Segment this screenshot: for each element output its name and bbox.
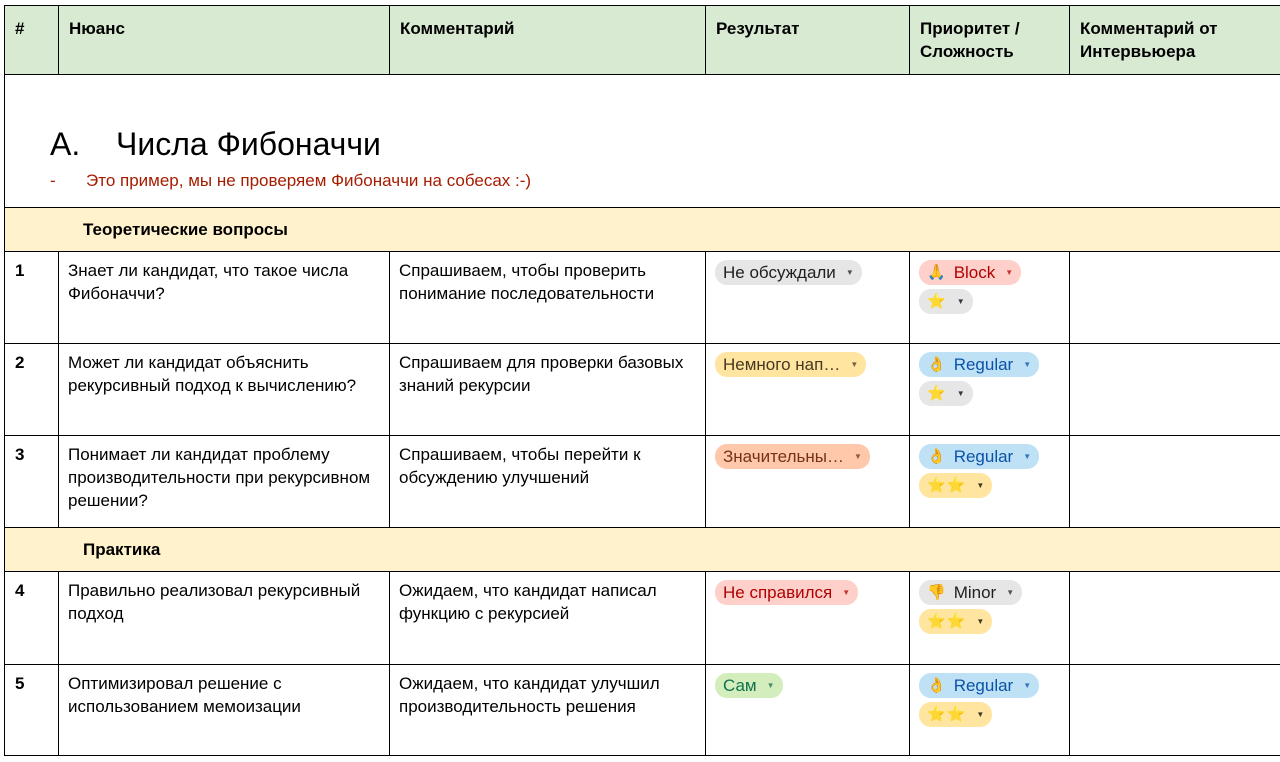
table-row — [5, 572, 1280, 665]
priority-cell[interactable] — [910, 252, 1070, 344]
header-nuance[interactable]: Нюанс — [59, 6, 390, 75]
priority-emoji-icon: 👎 — [927, 580, 946, 605]
star-icons: ⭐ — [927, 381, 947, 406]
difficulty-dropdown-chip[interactable] — [919, 289, 973, 314]
comment-cell[interactable]: Спрашиваем, чтобы проверить понимание последовательности — [390, 252, 706, 344]
result-dropdown-chip[interactable] — [715, 352, 866, 377]
row-number[interactable]: 1 — [5, 252, 59, 344]
nuance-cell[interactable]: Знает ли кандидат, что такое числа Фибоначчи? — [59, 252, 390, 344]
priority-dropdown-chip[interactable] — [919, 260, 1021, 285]
header-result[interactable]: Результат — [706, 6, 910, 75]
dropdown-arrow-icon[interactable]: ▼ — [850, 352, 858, 377]
priority-dropdown-chip[interactable] — [919, 580, 1022, 605]
difficulty-dropdown-chip[interactable] — [919, 609, 992, 634]
nuance-cell[interactable]: Правильно реализовал рекурсивный подход — [59, 572, 390, 665]
result-label: Не обсуждали — [723, 260, 836, 285]
result-label: Не справился — [723, 580, 832, 605]
result-cell[interactable] — [706, 436, 910, 528]
section-letter: A. — [50, 125, 116, 163]
dropdown-arrow-icon[interactable]: ▼ — [1006, 580, 1014, 605]
row-number[interactable]: 2 — [5, 344, 59, 436]
dropdown-arrow-icon[interactable]: ▼ — [976, 702, 984, 727]
title-row — [5, 75, 1280, 208]
star-icons: ⭐⭐ — [927, 702, 966, 727]
nuance-cell[interactable]: Понимает ли кандидат проблему производительности при рекурсивном решении? — [59, 436, 390, 528]
result-cell[interactable] — [706, 252, 910, 344]
dropdown-arrow-icon[interactable]: ▼ — [767, 673, 775, 698]
priority-chips — [919, 672, 1060, 727]
priority-dropdown-chip[interactable] — [919, 352, 1039, 377]
nuance-cell[interactable]: Может ли кандидат объяснить рекурсивный подход к вычислению? — [59, 344, 390, 436]
priority-cell[interactable] — [910, 665, 1070, 756]
dropdown-arrow-icon[interactable]: ▼ — [1023, 352, 1031, 377]
priority-label: Regular — [954, 673, 1014, 698]
table-row — [5, 344, 1280, 436]
table-row — [5, 665, 1280, 756]
dropdown-arrow-icon[interactable]: ▼ — [1023, 444, 1031, 469]
table-row — [5, 252, 1280, 344]
result-cell[interactable] — [706, 344, 910, 436]
dropdown-arrow-icon[interactable]: ▼ — [1023, 673, 1031, 698]
priority-dropdown-chip[interactable] — [919, 444, 1039, 469]
priority-label: Minor — [954, 580, 997, 605]
interviewer-comment-cell[interactable] — [1070, 665, 1280, 756]
header-num[interactable]: # — [5, 6, 59, 75]
note-text: Это пример, мы не проверяем Фибоначчи на собесах :-) — [86, 171, 531, 190]
row-number[interactable]: 3 — [5, 436, 59, 528]
star-icons: ⭐⭐ — [927, 609, 966, 634]
priority-label: Block — [954, 260, 996, 285]
section-row — [5, 208, 1280, 252]
dropdown-arrow-icon[interactable]: ▼ — [1005, 260, 1013, 285]
dropdown-arrow-icon[interactable]: ▼ — [957, 381, 965, 406]
section-title — [50, 125, 1280, 163]
priority-chips — [919, 443, 1060, 498]
priority-emoji-icon: 🙏 — [927, 260, 946, 285]
header-comment[interactable]: Комментарий — [390, 6, 706, 75]
dropdown-arrow-icon[interactable]: ▼ — [854, 444, 862, 469]
dropdown-arrow-icon[interactable]: ▼ — [846, 260, 854, 285]
priority-chips — [919, 351, 1060, 406]
result-dropdown-chip[interactable] — [715, 580, 858, 605]
priority-cell[interactable] — [910, 436, 1070, 528]
section-header-cell[interactable]: Практика — [5, 528, 1280, 572]
section-header-cell[interactable]: Теоретические вопросы — [5, 208, 1280, 252]
dropdown-arrow-icon[interactable]: ▼ — [976, 609, 984, 634]
result-label: Сам — [723, 673, 757, 698]
star-icons: ⭐⭐ — [927, 473, 966, 498]
difficulty-dropdown-chip[interactable] — [919, 473, 992, 498]
interviewer-comment-cell[interactable] — [1070, 572, 1280, 665]
priority-label: Regular — [954, 352, 1014, 377]
row-number[interactable]: 5 — [5, 665, 59, 756]
priority-cell[interactable] — [910, 344, 1070, 436]
title-cell[interactable] — [5, 75, 1280, 208]
priority-emoji-icon: 👌 — [927, 444, 946, 469]
result-dropdown-chip[interactable] — [715, 673, 783, 698]
priority-chips — [919, 259, 1060, 314]
section-row — [5, 528, 1280, 572]
section-note — [50, 170, 1280, 192]
star-icons: ⭐ — [927, 289, 947, 314]
comment-cell[interactable]: Ожидаем, что кандидат написал функцию с рекурсией — [390, 572, 706, 665]
priority-dropdown-chip[interactable] — [919, 673, 1039, 698]
interviewer-comment-cell[interactable] — [1070, 436, 1280, 528]
table-row — [5, 436, 1280, 528]
dropdown-arrow-icon[interactable]: ▼ — [957, 289, 965, 314]
comment-cell[interactable]: Спрашиваем для проверки базовых знаний рекурсии — [390, 344, 706, 436]
result-label: Немного нап… — [723, 352, 840, 377]
header-interviewer-comment[interactable]: Комментарий от Интервьюера — [1070, 6, 1280, 75]
comment-cell[interactable]: Ожидаем, что кандидат улучшил производительность решения — [390, 665, 706, 756]
dropdown-arrow-icon[interactable]: ▼ — [842, 580, 850, 605]
difficulty-dropdown-chip[interactable] — [919, 702, 992, 727]
result-dropdown-chip[interactable] — [715, 444, 870, 469]
row-number[interactable]: 4 — [5, 572, 59, 665]
priority-cell[interactable] — [910, 572, 1070, 665]
priority-label: Regular — [954, 444, 1014, 469]
comment-cell[interactable]: Спрашиваем, чтобы перейти к обсуждению улучшений — [390, 436, 706, 528]
priority-chips — [919, 579, 1060, 634]
result-dropdown-chip[interactable] — [715, 260, 862, 285]
difficulty-dropdown-chip[interactable] — [919, 381, 973, 406]
note-dash: - — [50, 170, 86, 192]
result-label: Значительны… — [723, 444, 844, 469]
dropdown-arrow-icon[interactable]: ▼ — [976, 473, 984, 498]
result-cell[interactable] — [706, 572, 910, 665]
priority-emoji-icon: 👌 — [927, 673, 946, 698]
priority-emoji-icon: 👌 — [927, 352, 946, 377]
header-row — [5, 6, 1280, 75]
interview-checklist-table — [4, 5, 1280, 756]
nuance-cell[interactable]: Оптимизировал решение с использованием мемоизации — [59, 665, 390, 756]
interviewer-comment-cell[interactable] — [1070, 344, 1280, 436]
header-priority[interactable]: Приоритет / Сложность — [910, 6, 1070, 75]
interviewer-comment-cell[interactable] — [1070, 252, 1280, 344]
result-cell[interactable] — [706, 665, 910, 756]
section-title-text: Числа Фибоначчи — [116, 126, 381, 162]
